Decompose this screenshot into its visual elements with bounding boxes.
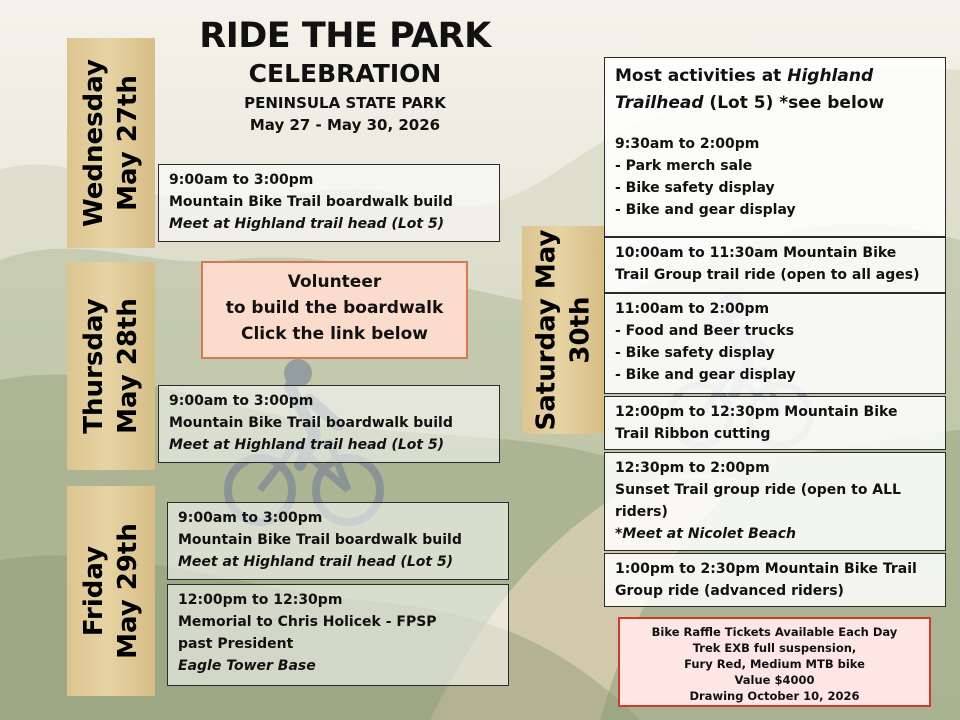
event-subtitle: CELEBRATION [248, 59, 442, 88]
event-text: Group ride (advanced riders) [615, 583, 844, 599]
raffle-value: Value $4000 [734, 673, 815, 687]
event-description: past President [178, 636, 294, 652]
saturday-ribbon-cutting [604, 396, 946, 450]
event-location: Eagle Tower Base [178, 658, 316, 674]
volunteer-link-text[interactable]: Click the link below [241, 324, 428, 344]
day-tab-saturday [522, 226, 604, 434]
volunteer-line: to build the boardwalk [225, 298, 444, 318]
event-text: 1:00pm to 2:30pm Mountain Bike Trail [615, 561, 917, 577]
day-date: May 27th [113, 75, 144, 211]
list-item: - Bike safety display [615, 345, 775, 361]
raffle-text: Fury Red, Medium MTB bike [684, 657, 865, 671]
event-location: Meet at Highland trail head (Lot 5) [178, 554, 454, 570]
highland-trailhead: Highland Trailhead [615, 66, 874, 113]
event-time: 9:00am to 3:00pm [169, 172, 314, 188]
event-description: Mountain Bike Trail boardwalk build [169, 415, 453, 431]
friday-event-boardwalk [167, 502, 509, 580]
list-item: - Bike and gear display [615, 202, 796, 218]
event-text: Trail Group trail ride (open to all ages) [615, 267, 920, 283]
saturday-group-ride [604, 237, 946, 293]
event-time: 11:00am to 2:00pm [615, 301, 770, 317]
raffle-text: Bike Raffle Tickets Available Each Day [651, 625, 898, 639]
day-label: Thursday [79, 298, 109, 434]
list-item: - Bike and gear display [615, 367, 796, 383]
event-location: *Meet at Nicolet Beach [615, 526, 796, 542]
thursday-event [158, 385, 500, 463]
event-time: 9:00am to 3:00pm [178, 510, 323, 526]
day-date: May 28th [113, 298, 143, 434]
event-header [160, 14, 530, 136]
day-tab-friday [67, 486, 155, 696]
day-tab-wednesday [67, 38, 155, 248]
event-time: 9:00am to 3:00pm [169, 393, 314, 409]
park-name: PENINSULA STATE PARK [244, 94, 446, 112]
day-label: Saturday May [531, 229, 561, 431]
list-item: - Bike safety display [615, 180, 775, 196]
volunteer-line: Volunteer [287, 272, 382, 292]
day-date: May 29th [113, 523, 143, 659]
list-item: - Food and Beer trucks [615, 323, 795, 339]
day-label: Friday [79, 545, 109, 637]
raffle-drawing-date: Drawing October 10, 2026 [689, 689, 860, 703]
saturday-food-block [604, 293, 946, 394]
friday-event-memorial [167, 584, 509, 686]
list-item: - Park merch sale [615, 158, 753, 174]
event-text: Trail Ribbon cutting [615, 426, 771, 442]
wednesday-event [158, 164, 500, 242]
saturday-intro-block [604, 57, 946, 237]
volunteer-callout[interactable] [201, 261, 468, 359]
day-date: 30th [565, 296, 595, 364]
event-description: Memorial to Chris Holicek - FPSP [178, 614, 437, 630]
event-text: riders) [615, 504, 668, 520]
event-text: 12:00pm to 12:30pm Mountain Bike [615, 404, 898, 420]
event-dates: May 27 - May 30, 2026 [249, 116, 441, 134]
saturday-advanced-ride [604, 553, 946, 607]
event-text: 10:00am to 11:30am Mountain Bike [615, 245, 897, 261]
saturday-intro: Most activities at Highland Trailhead (Lot 5) *see below [615, 66, 885, 113]
event-description: Mountain Bike Trail boardwalk build [169, 194, 453, 210]
raffle-text: Trek EXB full suspension, [692, 641, 857, 655]
event-location: Meet at Highland trail head (Lot 5) [169, 216, 445, 232]
event-text: Sunset Trail group ride (open to ALL [615, 482, 901, 498]
event-title: RIDE THE PARK [199, 16, 491, 56]
saturday-sunset-ride [604, 452, 946, 551]
day-label: Wednesday [79, 59, 110, 227]
event-time: 12:30pm to 2:00pm [615, 460, 770, 476]
event-description: Mountain Bike Trail boardwalk build [178, 532, 462, 548]
day-tab-thursday [67, 262, 155, 470]
event-time: 12:00pm to 12:30pm [178, 592, 343, 608]
event-time: 9:30am to 2:00pm [615, 136, 760, 152]
bike-raffle-box [618, 617, 931, 707]
event-location: Meet at Highland trail head (Lot 5) [169, 437, 445, 453]
